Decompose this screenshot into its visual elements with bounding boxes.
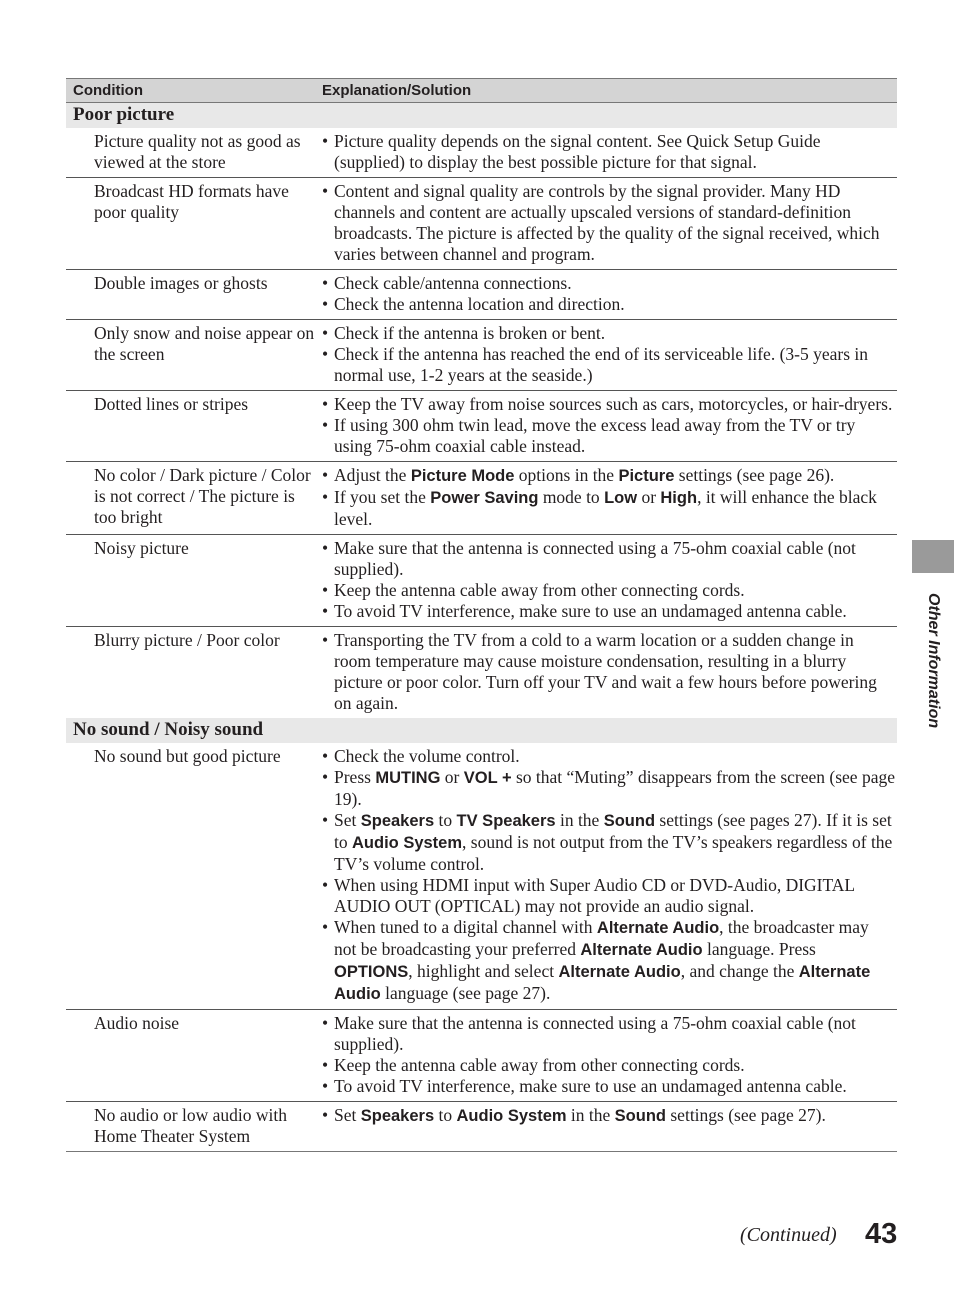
bullet-icon: •	[322, 1013, 329, 1033]
bullet-text: Make sure that the antenna is connected using a 75-ohm coaxial cable (not supplied).	[334, 538, 856, 579]
bullet-text	[334, 465, 895, 487]
menu-term: VOL +	[463, 769, 512, 787]
bullet-text	[334, 1105, 895, 1127]
table-row	[66, 534, 897, 626]
section-tab-marker	[912, 540, 954, 573]
solution-bullet	[322, 323, 895, 344]
menu-term: TV Speakers	[456, 812, 556, 830]
continued-label: (Continued)	[740, 1224, 837, 1246]
solution-bullet	[322, 630, 895, 714]
bullet-text: Check the volume control.	[334, 746, 520, 766]
solution-bullet	[322, 181, 895, 265]
bullet-text: When using HDMI input with Super Audio CD or DVD-Audio, DIGITAL AUDIO OUT (OPTICAL) may not provide an audio signal.	[334, 875, 855, 916]
bullet-text	[334, 767, 895, 810]
text-segment: to	[434, 1105, 457, 1125]
text-segment: in the	[566, 1105, 615, 1125]
table-row	[66, 461, 897, 534]
bullet-text: Content and signal quality are controls by the signal provider. Many HD channels and content are actually upscaled versions of standard-definition broadcasts. The picture is affected by the quality of the signal received, which varies between channel and program.	[334, 181, 880, 264]
bullet-icon: •	[322, 487, 329, 507]
table-header	[66, 79, 897, 103]
solution-bullet	[322, 465, 895, 487]
solution-bullet	[322, 746, 895, 767]
table-row	[66, 390, 897, 461]
text-segment: If you set the	[334, 487, 431, 507]
solution-bullet	[322, 580, 895, 601]
bullet-icon: •	[322, 580, 329, 600]
text-segment: or	[440, 767, 464, 787]
menu-term: Alternate Audio	[580, 941, 703, 959]
side-tab-label: Other Information	[925, 593, 942, 729]
bullet-icon: •	[322, 273, 329, 293]
menu-term: Alternate Audio	[558, 963, 681, 981]
solution-bullet	[322, 131, 895, 173]
text-segment: Adjust the	[334, 465, 411, 485]
bullet-icon: •	[322, 294, 329, 314]
menu-term: Low	[604, 489, 638, 507]
solution-cell	[322, 323, 897, 386]
menu-term: Audio System	[352, 834, 463, 852]
text-segment: language. Press	[702, 939, 816, 959]
menu-term: Alternate Audio	[596, 919, 720, 937]
bullet-text: If using 300 ohm twin lead, move the excess lead away from the TV or try using 75-ohm coaxial cable instead.	[334, 415, 856, 456]
section-heading: Poor picture	[66, 103, 897, 128]
menu-term: OPTIONS	[334, 963, 409, 981]
solution-cell	[322, 630, 897, 714]
solution-cell	[322, 273, 897, 315]
text-segment: When tuned to a digital channel with	[334, 917, 597, 937]
bullet-icon: •	[322, 810, 329, 830]
table-row	[66, 319, 897, 390]
solution-bullet	[322, 767, 895, 810]
troubleshooting-table	[66, 78, 897, 1152]
solution-bullet	[322, 538, 895, 580]
bullet-icon: •	[322, 601, 329, 621]
bullet-icon: •	[322, 415, 329, 435]
bullet-text: Keep the antenna cable away from other connecting cords.	[334, 1055, 745, 1075]
bullet-text: Transporting the TV from a cold to a warm location or a sudden change in room temperature may cause moisture condensation, resulting in a blurry picture or poor color. Turn off your TV and wait a few hours before powering on again.	[334, 630, 877, 713]
table-row	[66, 269, 897, 319]
bullet-icon: •	[322, 323, 329, 343]
menu-term: Alternate Audio	[334, 963, 871, 1003]
bullet-text: Check if the antenna has reached the end of its serviceable life. (3-5 years in normal use, 1-2 years at the seaside.)	[334, 344, 869, 385]
condition-cell: No color / Dark picture / Color is not correct / The picture is too bright	[94, 465, 311, 527]
menu-term: Speakers	[360, 1107, 435, 1125]
bullet-icon: •	[322, 1105, 329, 1125]
solution-cell	[322, 1105, 897, 1147]
table-body	[66, 103, 897, 1151]
text-segment: , and change the	[680, 961, 799, 981]
menu-term: Picture Mode	[410, 467, 515, 485]
text-segment: in the	[555, 810, 604, 830]
text-segment: or	[637, 487, 661, 507]
bullet-icon: •	[322, 746, 329, 766]
solution-bullet	[322, 917, 895, 1005]
bullet-icon: •	[322, 630, 329, 650]
bullet-text	[334, 810, 895, 875]
condition-cell: Picture quality not as good as viewed at the store	[94, 131, 301, 172]
menu-term: Sound	[614, 1107, 666, 1125]
solution-cell	[322, 746, 897, 1005]
table-row	[66, 1101, 897, 1151]
bullet-text: Keep the antenna cable away from other connecting cords.	[334, 580, 745, 600]
bullet-text	[334, 487, 895, 530]
solution-bullet	[322, 601, 895, 622]
solution-bullet	[322, 875, 895, 917]
bullet-icon: •	[322, 181, 329, 201]
menu-term: Power Saving	[430, 489, 539, 507]
text-segment: Press	[334, 767, 376, 787]
solution-bullet	[322, 487, 895, 530]
condition-cell: No sound but good picture	[94, 746, 281, 766]
header-explanation: Explanation/Solution	[322, 82, 472, 99]
text-segment: to	[434, 810, 457, 830]
text-segment: settings (see page 26).	[674, 465, 835, 485]
bullet-icon: •	[322, 394, 329, 414]
solution-bullet	[322, 415, 895, 457]
bullet-text: Make sure that the antenna is connected using a 75-ohm coaxial cable (not supplied).	[334, 1013, 856, 1054]
bullet-text: Check if the antenna is broken or bent.	[334, 323, 606, 343]
bullet-icon: •	[322, 465, 329, 485]
condition-cell: Audio noise	[94, 1013, 180, 1033]
solution-cell	[322, 131, 897, 173]
table-row	[66, 743, 897, 1009]
bullet-icon: •	[322, 344, 329, 364]
bullet-icon: •	[322, 1055, 329, 1075]
text-segment: settings (see page 27).	[666, 1105, 826, 1125]
text-segment: , the broadcaster may not be broadcasting your preferred	[334, 917, 869, 959]
bullet-text: Picture quality depends on the signal content. See Quick Setup Guide (supplied) to display the best possible picture for that signal.	[334, 131, 821, 172]
menu-term: Picture	[618, 467, 675, 485]
text-segment: , sound is not output from the TV’s speakers regardless of the TV’s volume control.	[334, 832, 893, 874]
text-segment: settings (see pages 27). If it is set to	[334, 810, 892, 852]
solution-bullet	[322, 1013, 895, 1055]
solution-cell	[322, 181, 897, 265]
text-segment: Set	[334, 810, 361, 830]
text-segment: Set	[334, 1105, 361, 1125]
section-heading: No sound / Noisy sound	[66, 718, 897, 743]
header-condition: Condition	[73, 82, 143, 99]
bullet-icon: •	[322, 875, 329, 895]
solution-bullet	[322, 273, 895, 294]
bullet-text: To avoid TV interference, make sure to use an undamaged antenna cable.	[334, 601, 847, 621]
solution-bullet	[322, 1105, 895, 1127]
solution-bullet	[322, 344, 895, 386]
menu-term: High	[660, 489, 698, 507]
bullet-text: Check cable/antenna connections.	[334, 273, 572, 293]
condition-cell: Only snow and noise appear on the screen	[94, 323, 315, 364]
bullet-icon: •	[322, 131, 329, 151]
text-segment: , it will enhance the black level.	[334, 487, 877, 529]
solution-cell	[322, 394, 897, 457]
condition-cell: Broadcast HD formats have poor quality	[94, 181, 289, 222]
condition-cell: No audio or low audio with Home Theater System	[94, 1105, 287, 1146]
solution-bullet	[322, 1055, 895, 1076]
text-segment: mode to	[538, 487, 605, 507]
solution-cell	[322, 538, 897, 622]
solution-bullet	[322, 810, 895, 875]
condition-cell: Double images or ghosts	[94, 273, 268, 293]
solution-cell	[322, 465, 897, 530]
table-row	[66, 128, 897, 177]
text-segment: , highlight and select	[408, 961, 559, 981]
condition-cell: Blurry picture / Poor color	[94, 630, 280, 650]
bullet-icon: •	[322, 917, 329, 937]
page-number: 43	[865, 1218, 898, 1250]
bullet-text	[334, 917, 895, 1005]
text-segment: language (see page 27).	[380, 983, 551, 1003]
text-segment: options in the	[514, 465, 619, 485]
condition-cell: Noisy picture	[94, 538, 189, 558]
table-row	[66, 1009, 897, 1101]
menu-term: Sound	[603, 812, 656, 830]
bullet-text: To avoid TV interference, make sure to use an undamaged antenna cable.	[334, 1076, 847, 1096]
bullet-text: Check the antenna location and direction.	[334, 294, 625, 314]
bullet-icon: •	[322, 1076, 329, 1096]
menu-term: Audio System	[456, 1107, 567, 1125]
menu-term: MUTING	[375, 769, 441, 787]
solution-bullet	[322, 1076, 895, 1097]
menu-term: Speakers	[360, 812, 435, 830]
bullet-icon: •	[322, 767, 329, 787]
condition-cell: Dotted lines or stripes	[94, 394, 249, 414]
table-row	[66, 177, 897, 269]
table-row	[66, 626, 897, 718]
bullet-icon: •	[322, 538, 329, 558]
solution-bullet	[322, 294, 895, 315]
bullet-text: Keep the TV away from noise sources such as cars, motorcycles, or hair-dryers.	[334, 394, 893, 414]
solution-cell	[322, 1013, 897, 1097]
solution-bullet	[322, 394, 895, 415]
text-segment: so that “Muting” disappears from the screen (see page 19).	[334, 767, 895, 809]
